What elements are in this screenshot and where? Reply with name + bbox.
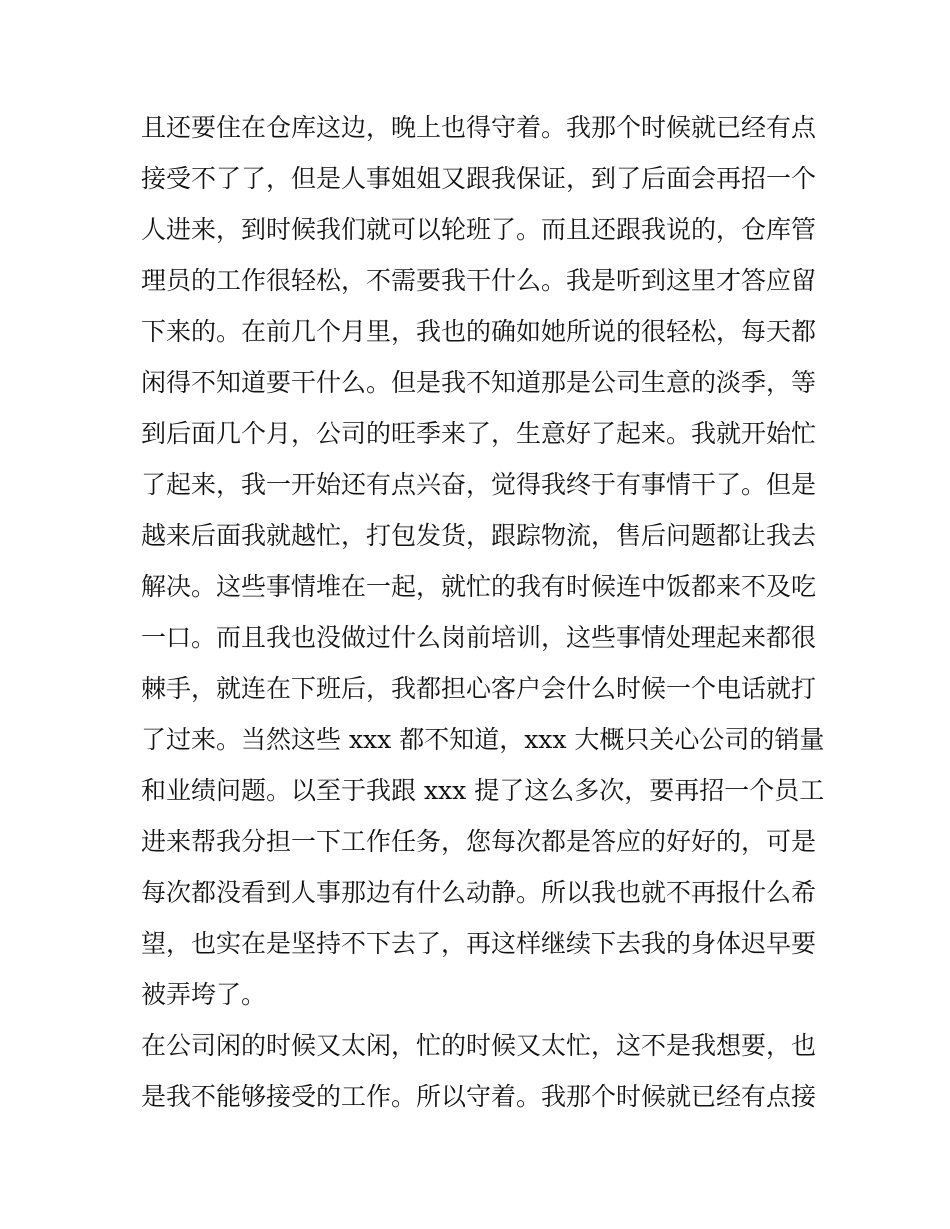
text-line: 棘手，就连在下班后，我都担心客户会什么时候一个电话就打 (141, 674, 817, 703)
text-line: 下来的。在前几个月里，我也的确如她所说的很轻松，每天都 (141, 317, 817, 346)
text-line: 解决。这些事情堆在一起，就忙的我有时候连中饭都来不及吃 (141, 572, 817, 601)
text-line: 一口。而且我也没做过什么岗前培训，这些事情处理起来都很 (141, 623, 817, 652)
text-line: 人进来，到时候我们就可以轮班了。而且还跟我说的，仓库管 (141, 215, 817, 244)
text-line: 闲得不知道要干什么。但是我不知道那是公司生意的淡季，等 (141, 368, 817, 397)
text-line: 被弄垮了。 (141, 980, 267, 1009)
text-line: 每次都没看到人事那边有什么动静。所以我也就不再报什么希 (141, 878, 817, 907)
text-line: 了过来。当然这些 xxx 都不知道，xxx 大概只关心公司的销量 (141, 725, 825, 754)
text-line: 和业绩问题。以至于我跟 xxx 提了这么多次，要再招一个员工 (141, 776, 825, 805)
text-line: 到后面几个月，公司的旺季来了，生意好了起来。我就开始忙 (141, 419, 817, 448)
text-line: 理员的工作很轻松，不需要我干什么。我是听到这里才答应留 (141, 266, 817, 295)
text-line: 接受不了了，但是人事姐姐又跟我保证，到了后面会再招一个 (141, 164, 817, 193)
text-line: 且还要住在仓库这边，晚上也得守着。我那个时候就已经有点 (141, 113, 817, 142)
text-line: 在公司闲的时候又太闲，忙的时候又太忙，这不是我想要，也 (141, 1031, 817, 1060)
text-line: 望，也实在是坚持不下去了，再这样继续下去我的身体迟早要 (141, 929, 817, 958)
text-line: 越来后面我就越忙，打包发货，跟踪物流，售后问题都让我去 (141, 521, 817, 550)
text-line: 了起来，我一开始还有点兴奋，觉得我终于有事情干了。但是 (141, 470, 817, 499)
text-line: 进来帮我分担一下工作任务，您每次都是答应的好好的，可是 (141, 827, 817, 856)
text-line: 是我不能够接受的工作。所以守着。我那个时候就已经有点接 (141, 1082, 817, 1111)
body-text (141, 102, 825, 1122)
